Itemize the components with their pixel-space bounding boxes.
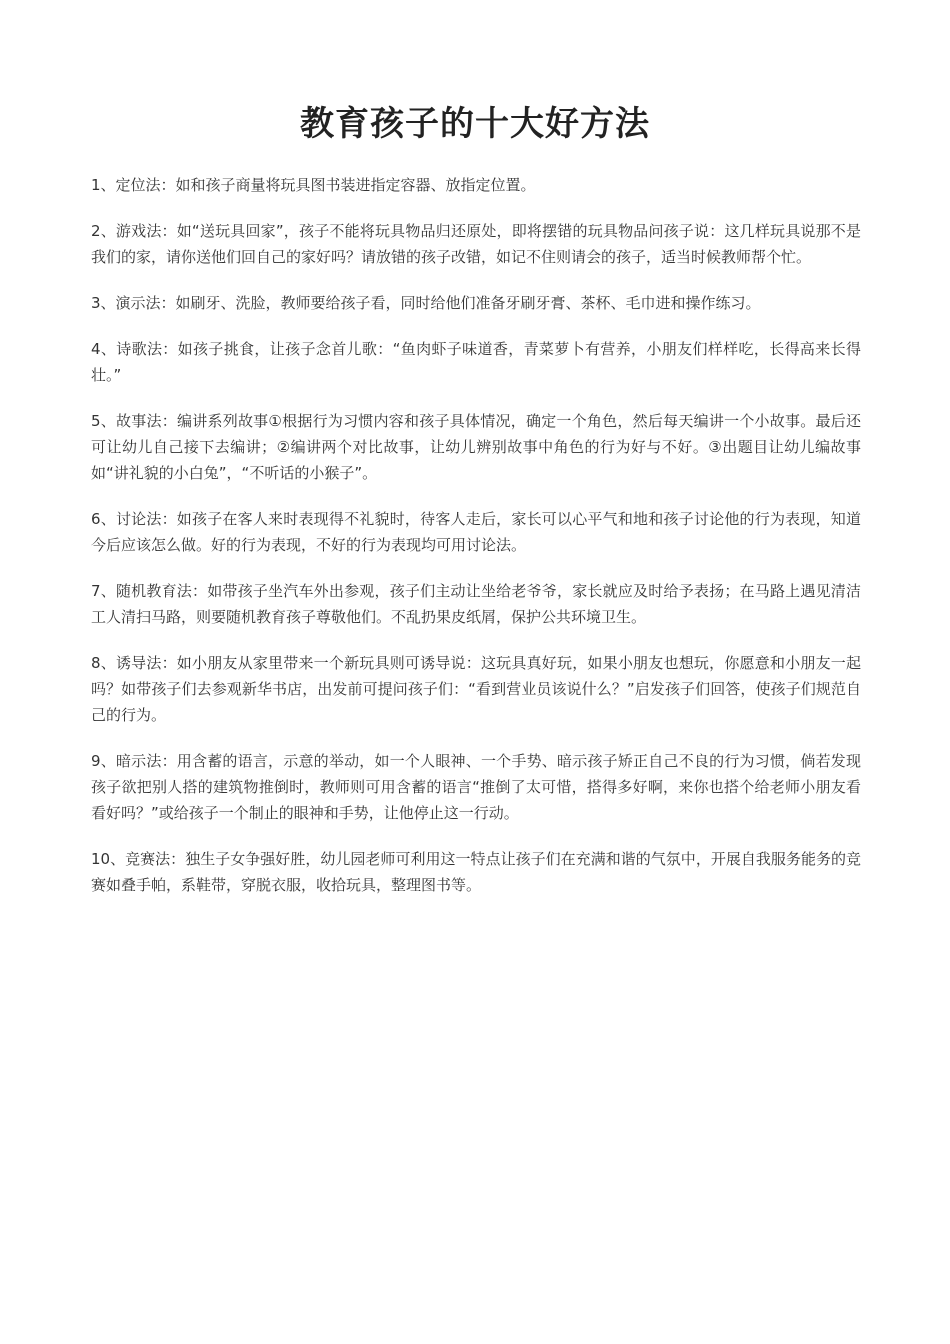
- page-title: 教育孩子的十大好方法: [300, 104, 650, 144]
- paragraph-4: 4、诗歌法：如孩子挑食，让孩子念首儿歌：“鱼肉虾子味道香，青菜萝卜有营养，小朋友们样样吃，长得高来长得壮。”: [91, 340, 861, 384]
- paragraph-1: 1、定位法：如和孩子商量将玩具图书装进指定容器、放指定位置。: [91, 176, 536, 194]
- paragraph-8: 8、诱导法：如小朋友从家里带来一个新玩具则可诱导说：这玩具真好玩，如果小朋友也想玩，你愿意和小朋友一起吗？如带孩子们去参观新华书店，出发前可提问孩子们：“看到营业员该说什么？”启发孩子们回答，使孩子们规范自己的行为。: [91, 654, 861, 724]
- paragraph-7: 7、随机教育法：如带孩子坐汽车外出参观，孩子们主动让坐给老爷爷，家长就应及时给予表扬；在马路上遇见清洁工人清扫马路，则要随机教育孩子尊敬他们。不乱扔果皮纸屑，保护公共环境卫生。: [91, 582, 861, 626]
- paragraph-6: 6、讨论法：如孩子在客人来时表现得不礼貌时，待客人走后，家长可以心平气和地和孩子讨论他的行为表现，知道今后应该怎么做。好的行为表现，不好的行为表现均可用讨论法。: [91, 510, 861, 554]
- paragraph-3: 3、演示法：如刷牙、洗脸，教师要给孩子看，同时给他们准备牙刷牙膏、茶杯、毛巾进和操作练习。: [91, 294, 761, 312]
- paragraph-9: 9、暗示法：用含蓄的语言，示意的举动，如一个人眼神、一个手势、暗示孩子矫正自己不良的行为习惯，倘若发现孩子欲把别人搭的建筑物推倒时，教师则可用含蓄的语言“推倒了太可惜，搭得多好啊，来你也搭个给老师小朋友看看好吗？”或给孩子一个制止的眼神和手势，让他停止这一行动。: [91, 752, 861, 822]
- document-body: [91, 172, 861, 918]
- paragraph-2: 2、游戏法：如“送玩具回家”，孩子不能将玩具物品归还原处，即将摆错的玩具物品问孩子说：这几样玩具说那不是我们的家，请你送他们回自己的家好吗？请放错的孩子改错，如记不住则请会的孩子，适当时候教师帮个忙。: [91, 222, 861, 266]
- paragraph-10: 10、竞赛法：独生子女争强好胜，幼儿园老师可利用这一特点让孩子们在充满和谐的气氛中，开展自我服务能务的竞赛如叠手帕，系鞋带，穿脱衣服，收拾玩具，整理图书等。: [91, 850, 861, 894]
- paragraph-5: 5、故事法：编讲系列故事①根据行为习惯内容和孩子具体情况，确定一个角色，然后每天编讲一个小故事。最后还可让幼儿自己接下去编讲；②编讲两个对比故事，让幼儿辨别故事中角色的行为好与不好。③出题目让幼儿编故事如“讲礼貌的小白兔”，“不听话的小猴子”。: [91, 412, 861, 482]
